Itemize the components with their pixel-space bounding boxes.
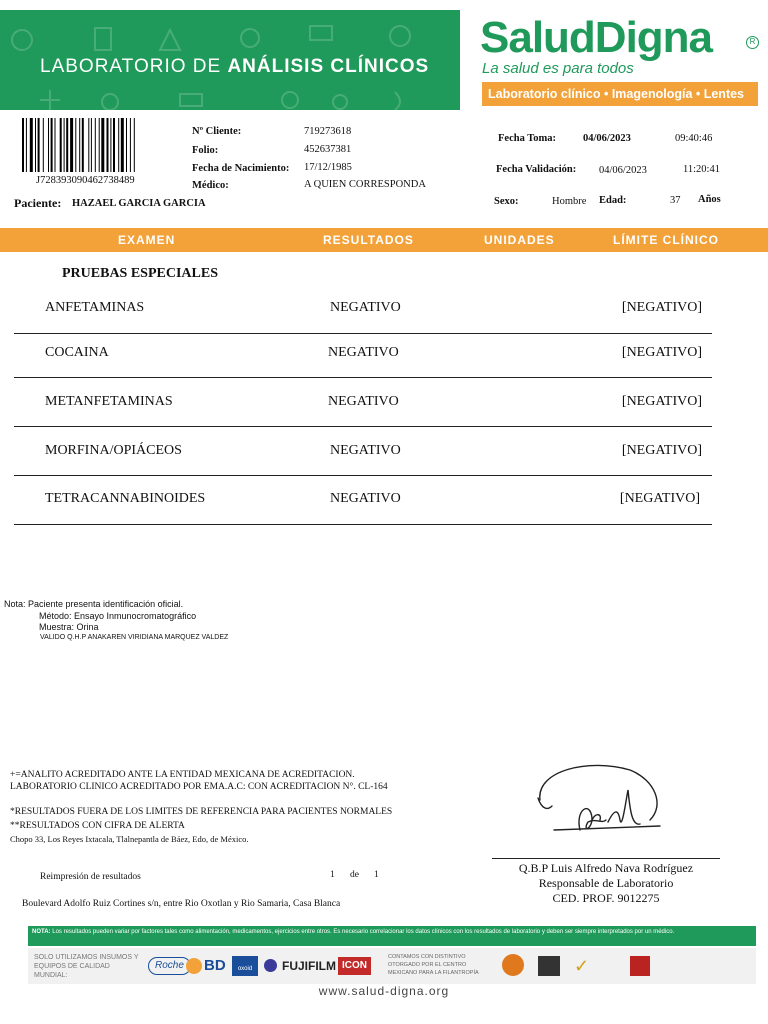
ge-logo-icon xyxy=(264,959,277,972)
birth-value: 17/12/1985 xyxy=(304,162,352,173)
barcode-bar xyxy=(43,118,44,172)
test-result: NEGATIVO xyxy=(330,300,401,315)
barcode-bar xyxy=(60,118,62,172)
test-name: ANFETAMINAS xyxy=(45,300,145,315)
metodo-text: Método: Ensayo Inmunocromatográfico xyxy=(39,611,197,621)
patient-label: Paciente: xyxy=(14,196,62,210)
barcode-bar xyxy=(22,118,24,172)
edad-label: Edad: xyxy=(599,195,627,206)
barcode-bar xyxy=(99,118,100,172)
accreditation-line-1: +=ANALITO ACREDITADO ANTE LA ENTIDAD MEXICANA DE ACREDITACION. xyxy=(10,770,355,780)
nota-identificacion: Nota: Paciente presenta identificación oficial. xyxy=(4,599,184,609)
barcode-icon xyxy=(22,118,172,172)
esr-badge-icon xyxy=(502,954,524,976)
signature-icon xyxy=(530,760,670,856)
barcode-bar xyxy=(64,118,65,172)
signatory-name: Q.B.P Luis Alfredo Nava Rodríguez xyxy=(518,861,694,875)
distintivo-text: CONTAMOS CON DISTINTIVO OTORGADO POR EL CENTRO MEXICANO PARA LA FILANTROPÍA xyxy=(388,954,479,976)
table-row xyxy=(14,393,712,427)
page-de: de xyxy=(350,870,359,880)
fecha-validacion-date: 04/06/2023 xyxy=(599,165,647,176)
barcode-bar xyxy=(38,118,40,172)
table-row xyxy=(14,344,712,378)
website-footer[interactable]: www.salud-digna.org xyxy=(318,984,450,998)
barcode-bar xyxy=(30,118,33,172)
header-banner xyxy=(0,10,460,110)
barcode-bar xyxy=(26,118,27,172)
branch-address: Boulevard Adolfo Ruiz Cortines s/n, entre Rio Oxotlan y Rio Samaria, Casa Blanca xyxy=(22,899,341,909)
fecha-toma-time: 09:40:46 xyxy=(675,133,713,144)
barcode-bar xyxy=(126,118,127,172)
cifra-alerta-text: **RESULTADOS CON CIFRA DE ALERTA xyxy=(10,821,185,831)
anos-label: Años xyxy=(698,194,721,205)
test-name: COCAINA xyxy=(45,345,109,360)
signatory-role: Responsable de Laboratorio xyxy=(538,876,674,890)
certification-badge-icon xyxy=(538,956,560,976)
mexico-badge-icon xyxy=(630,956,650,976)
check-mark-icon: ✓ xyxy=(574,956,590,976)
edad-value: 37 xyxy=(670,195,681,206)
barcode-bar xyxy=(88,118,89,172)
barcode-bar xyxy=(91,118,92,172)
barcode-bar xyxy=(70,118,73,172)
signatory-cedula: CED. PROF. 9012275 xyxy=(552,891,660,905)
accreditation-line-2: LABORATORIO CLINICO ACREDITADO POR EMA.A.C: CON ACREDITACION N°. CL-164 xyxy=(10,782,388,792)
logo-tagline: La salud es para todos xyxy=(482,60,634,77)
barcode-bar xyxy=(79,118,80,172)
barcode-number: J728393090462738489 xyxy=(36,175,135,186)
test-result: NEGATIVO xyxy=(330,491,401,506)
validado-por-text: VALIDO Q.H.P ANAKAREN VIRIDIANA MARQUEZ VALDEZ xyxy=(40,634,229,641)
fecha-toma-date: 04/06/2023 xyxy=(583,133,631,144)
lab-address: Chopo 33, Los Reyes Ixtacala, Tlalnepantla de Báez, Edo, de México. xyxy=(10,834,249,844)
test-result: NEGATIVO xyxy=(330,443,401,458)
disclaimer-strip: NOTA: Los resultados pueden variar por factores tales como alimentación, medicamentos, ejercicios entre otros. Es necesario correlacionar los datos clínicos con los resultados de laboratorio y deben ser siempre interpretados por un médico. xyxy=(28,926,756,946)
barcode-bar xyxy=(101,118,104,172)
roche-logo: Roche xyxy=(148,957,191,975)
doctor-value: A QUIEN CORRESPONDA xyxy=(304,179,426,190)
sexo-label: Sexo: xyxy=(494,196,519,207)
barcode-bar xyxy=(95,118,96,172)
test-name: MORFINA/OPIÁCEOS xyxy=(45,443,182,458)
column-examen: EXAMEN xyxy=(118,233,176,247)
patient-name: HAZAEL GARCIA GARCIA xyxy=(72,198,206,209)
sexo-value: Hombre xyxy=(552,196,587,207)
table-row xyxy=(14,490,712,525)
barcode-bar xyxy=(118,118,119,172)
bd-logo: BD xyxy=(204,957,226,974)
page-number: 1 xyxy=(330,870,335,880)
test-result: NEGATIVO xyxy=(328,345,399,360)
test-result: NEGATIVO xyxy=(328,394,399,409)
column-limite: LÍMITE CLÍNICO xyxy=(613,233,719,247)
barcode-bar xyxy=(107,118,109,172)
barcode-bar xyxy=(75,118,76,172)
fecha-validacion-time: 11:20:41 xyxy=(683,164,720,175)
column-resultados: RESULTADOS xyxy=(323,233,414,247)
client-no-label: Nº Cliente: xyxy=(192,126,242,137)
barcode-bar xyxy=(51,118,53,172)
test-limit: [NEGATIVO] xyxy=(621,345,702,360)
fuera-limites-text: *RESULTADOS FUERA DE LOS LIMITES DE REFERENCIA PARA PACIENTES NORMALES xyxy=(10,807,393,817)
fujifilm-logo: FUJIFILM xyxy=(282,959,336,973)
banner-title: LABORATORIO DE ANÁLISIS CLÍNICOS xyxy=(40,56,430,77)
test-limit: [NEGATIVO] xyxy=(619,491,700,506)
barcode-bar xyxy=(134,118,135,172)
table-row xyxy=(14,442,712,476)
test-limit: [NEGATIVO] xyxy=(621,443,702,458)
test-name: TETRACANNABINOIDES xyxy=(45,491,206,506)
barcode-bar xyxy=(35,118,36,172)
test-name: METANFETAMINAS xyxy=(45,394,173,409)
fecha-toma-label: Fecha Toma: xyxy=(498,133,557,144)
barcode-bar xyxy=(82,118,84,172)
test-limit: [NEGATIVO] xyxy=(621,300,702,315)
services-banner: Laboratorio clínico • Imagenología • Lentes xyxy=(482,82,758,106)
barcode-bar xyxy=(121,118,124,172)
results-column-header xyxy=(0,228,768,252)
brands-bar xyxy=(28,948,756,984)
doctor-label: Médico: xyxy=(192,180,229,191)
barcode-bar xyxy=(66,118,68,172)
section-title: PRUEBAS ESPECIALES xyxy=(62,266,218,281)
bd-logo-icon xyxy=(186,958,202,974)
reimpresion-text: Reimpresión de resultados xyxy=(40,872,141,882)
table-row xyxy=(14,299,712,334)
barcode-bar xyxy=(55,118,56,172)
page-total: 1 xyxy=(374,870,379,880)
barcode-bar xyxy=(110,118,111,172)
birth-label: Fecha de Nacimiento: xyxy=(192,163,290,174)
client-no-value: 719273618 xyxy=(304,126,352,137)
icon-logo: ICON xyxy=(338,957,371,975)
folio-label: Folio: xyxy=(192,145,219,156)
muestra-text: Muestra: Orina xyxy=(39,622,99,632)
oxoid-logo: oxoid xyxy=(232,956,258,976)
insumos-text: SOLO UTILIZAMOS INSUMOS Y EQUIPOS DE CALIDAD MUNDIAL: xyxy=(34,954,139,979)
barcode-bar xyxy=(48,118,49,172)
column-unidades: UNIDADES xyxy=(484,233,555,247)
folio-value: 452637381 xyxy=(304,144,352,155)
barcode-bar xyxy=(130,118,131,172)
test-limit: [NEGATIVO] xyxy=(621,394,702,409)
salud-digna-logo: SaludDigna xyxy=(480,13,713,62)
signature-line xyxy=(492,858,720,859)
barcode-bar xyxy=(113,118,115,172)
fecha-validacion-label: Fecha Validación: xyxy=(496,164,577,175)
registered-mark: R xyxy=(746,36,759,49)
